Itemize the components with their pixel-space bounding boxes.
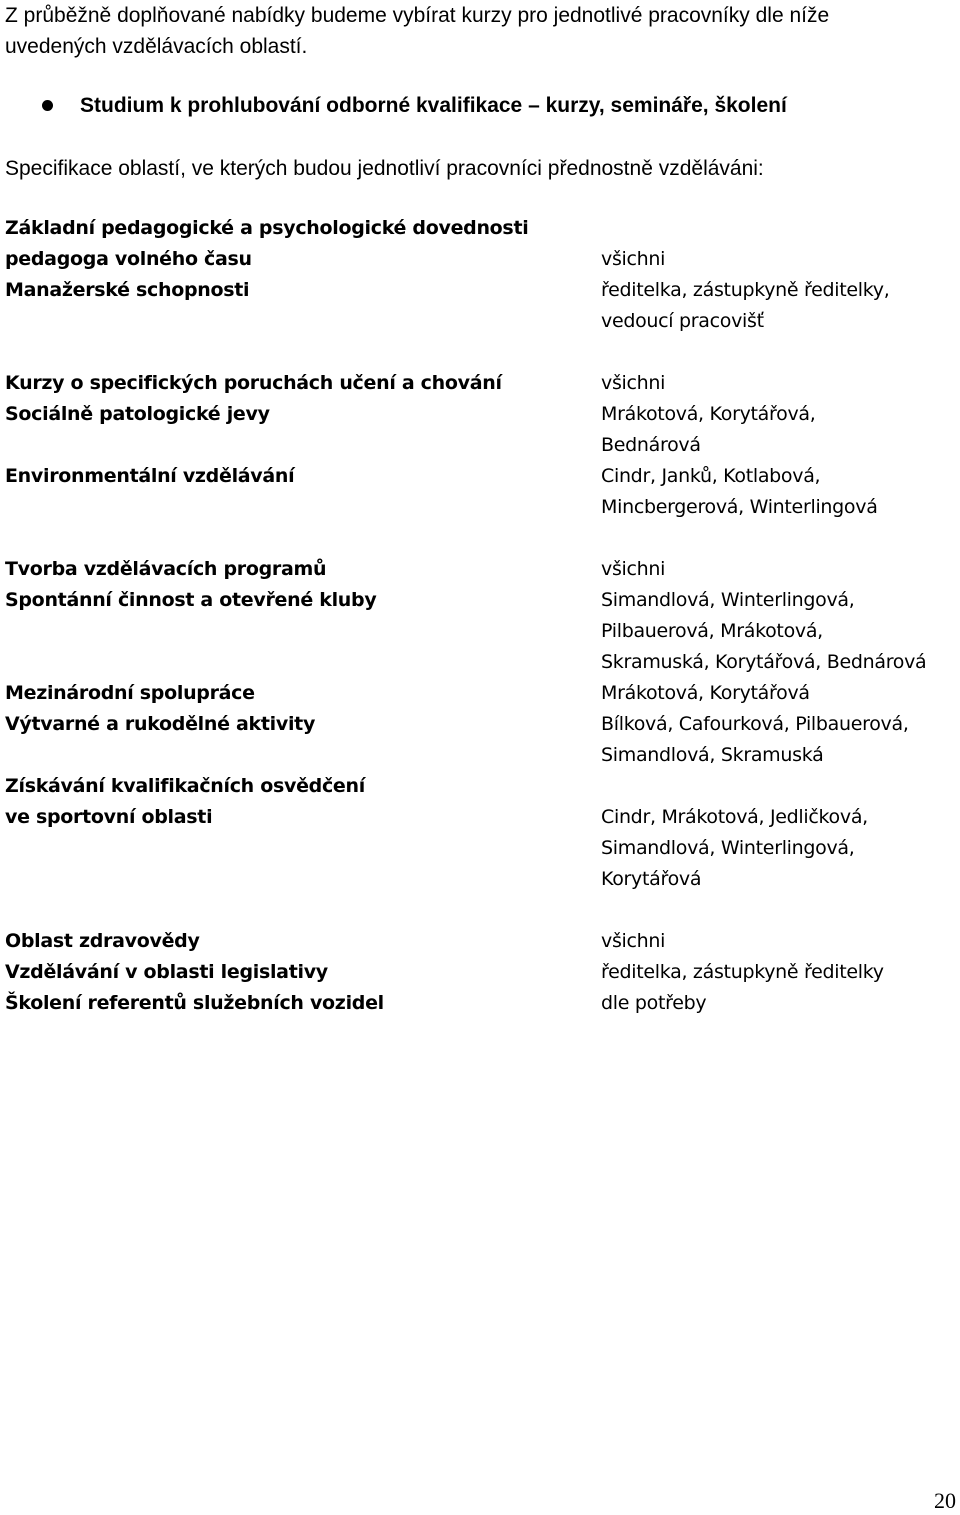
- bullet-dot-icon: [42, 100, 53, 111]
- area-item: Výtvarné a rukodělné aktivity: [5, 713, 316, 735]
- area-item: pedagoga volného času: [5, 248, 252, 270]
- specification-heading: Specifikace oblastí, ve kterých budou jednotliví pracovníci přednostně vzděláváni:: [5, 157, 764, 180]
- staff-item: Simandlová, Skramuská: [601, 744, 824, 766]
- spacer: [601, 771, 960, 802]
- staff-item: všichni: [601, 248, 666, 270]
- area-item: Vzdělávání v oblasti legislativy: [5, 961, 328, 983]
- staff-item: Bílková, Cafourková, Pilbauerová,: [601, 713, 909, 735]
- area-item: Získávání kvalifikačních osvědčení: [5, 775, 365, 797]
- staff-item: Simandlová, Winterlingová,: [601, 837, 855, 859]
- intro-paragraph: [5, 0, 955, 62]
- staff-item: Simandlová, Winterlingová,: [601, 589, 855, 611]
- staff-item: ředitelka, zástupkyně ředitelky: [601, 961, 884, 983]
- spacer: [5, 337, 595, 368]
- staff-item: Mrákotová, Korytářová: [601, 682, 810, 704]
- spacer: [5, 647, 595, 678]
- spacer: [5, 616, 595, 647]
- staff-item: Pilbauerová, Mrákotová,: [601, 620, 823, 642]
- spacer: [601, 337, 960, 368]
- spacer: [5, 895, 595, 926]
- area-item: Environmentální vzdělávání: [5, 465, 295, 487]
- spacer: [5, 833, 595, 864]
- staff-item: všichni: [601, 558, 666, 580]
- area-item: Mezinárodní spolupráce: [5, 682, 255, 704]
- staff-item: Cindr, Janků, Kotlabová,: [601, 465, 821, 487]
- intro-line-2: uvedených vzdělávacích oblastí.: [5, 35, 308, 58]
- area-item: ve sportovní oblasti: [5, 806, 213, 828]
- area-item: Školení referentů služebních vozidel: [5, 992, 384, 1014]
- spacer: [5, 306, 595, 337]
- spacer: [5, 492, 595, 523]
- staff-item: Korytářová: [601, 868, 702, 890]
- intro-line-1: Z průběžně doplňované nabídky budeme vybírat kurzy pro jednotlivé pracovníky dle níže: [5, 4, 830, 27]
- staff-item: ředitelka, zástupkyně ředitelky,: [601, 279, 890, 301]
- area-item: Tvorba vzdělávacích programů: [5, 558, 327, 580]
- area-item: Oblast zdravovědy: [5, 930, 200, 952]
- spacer: [5, 523, 595, 554]
- staff-item: všichni: [601, 930, 666, 952]
- area-item: Manažerské schopnosti: [5, 279, 250, 301]
- area-list: [5, 213, 595, 1019]
- staff-list: [601, 244, 960, 1019]
- spacer: [601, 523, 960, 554]
- bullet-text: Studium k prohlubování odborné kvalifikace – kurzy, semináře, školení: [80, 94, 787, 117]
- staff-item: Cindr, Mrákotová, Jedličková,: [601, 806, 868, 828]
- spacer: [5, 430, 595, 461]
- spacer: [5, 864, 595, 895]
- staff-item: vedoucí pracovišť: [601, 310, 764, 332]
- staff-item: všichni: [601, 372, 666, 394]
- spacer: [601, 895, 960, 926]
- spacer: [5, 740, 595, 771]
- staff-item: Bednárová: [601, 434, 701, 456]
- staff-item: Mincbergerová, Winterlingová: [601, 496, 878, 518]
- staff-item: Skramuská, Korytářová, Bednárová: [601, 651, 927, 673]
- page-number: 20: [934, 1488, 956, 1513]
- area-item: Kurzy o specifických poruchách učení a chování: [5, 372, 502, 394]
- staff-item: dle potřeby: [601, 992, 707, 1014]
- staff-item: Mrákotová, Korytářová,: [601, 403, 816, 425]
- area-item: Základní pedagogické a psychologické dovednosti: [5, 217, 529, 239]
- area-item: Sociálně patologické jevy: [5, 403, 270, 425]
- area-item: Spontánní činnost a otevřené kluby: [5, 589, 377, 611]
